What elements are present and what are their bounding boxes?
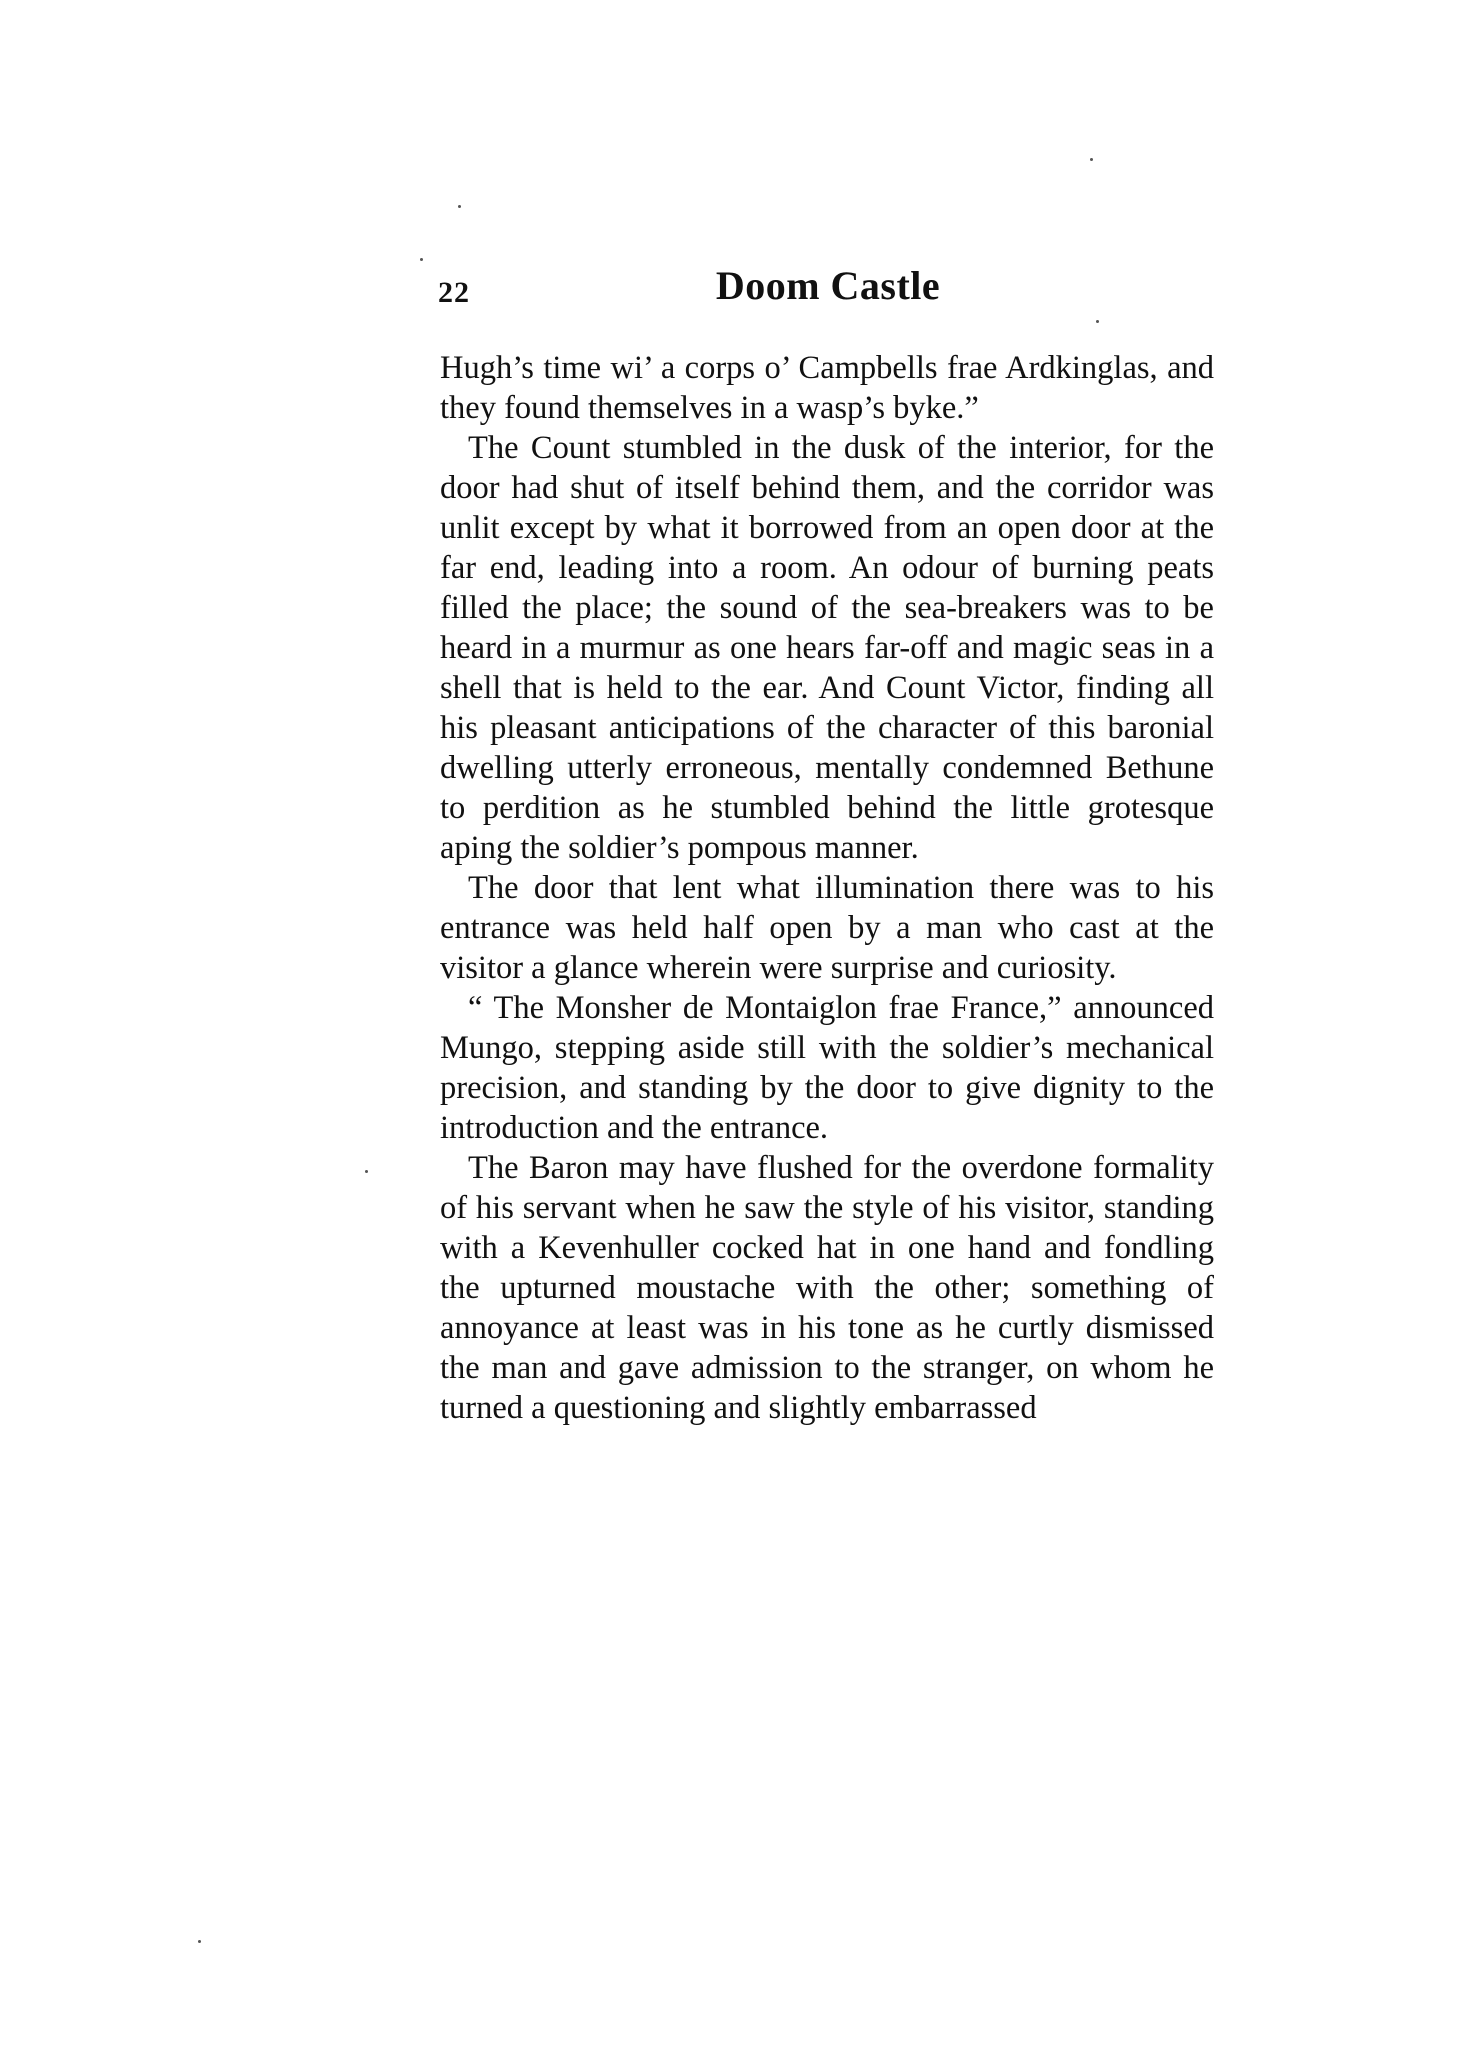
paragraph: Hugh’s time wi’ a corps o’ Campbells frae Ardkinglas, and they found themselves in a wasp’s byke.” xyxy=(440,350,1214,426)
body-text xyxy=(440,348,1214,1428)
paragraph: The Baron may have flushed for the overdone formality of his servant when he saw the style of his visitor, standing with a Kevenhuller cocked hat in one hand and fondling the upturned moustache with the other; something of annoyance at least was in his tone as he curtly dismissed the man and gave admission to the stranger, on whom he turned a questioning and slightly embarrassed xyxy=(440,1150,1214,1426)
paragraph: “ The Monsher de Montaiglon frae France,” announced Mungo, stepping aside still with the soldier’s mechanical precision, and standing by the door to give dignity to the introduction and the entrance. xyxy=(440,990,1214,1146)
paragraph: The Count stumbled in the dusk of the interior, for the door had shut of itself behind them, and the corridor was unlit except by what it borrowed from an open door at the far end, leading into a room. An odour of burning peats filled the place; the sound of the sea-breakers was to be heard in a murmur as one hears far-off and magic seas in a shell that is held to the ear. And Count Victor, finding all his pleasant anticipations of the character of this baronial dwelling utterly erroneous, mentally condemned Bethune to perdition as he stumbled behind the little grotesque aping the soldier’s pompous manner. xyxy=(440,430,1214,866)
paragraph: The door that lent what illumination there was to his entrance was held half open by a man who cast at the visitor a glance wherein were surprise and curiosity. xyxy=(440,870,1214,986)
running-title: Doom Castle xyxy=(715,263,941,308)
print-speck xyxy=(1090,158,1093,161)
page-header xyxy=(438,262,1218,322)
print-speck xyxy=(458,205,461,208)
page-number: 22 xyxy=(438,276,470,309)
print-speck xyxy=(365,1170,368,1173)
print-speck xyxy=(198,1940,201,1943)
print-speck xyxy=(420,258,423,261)
